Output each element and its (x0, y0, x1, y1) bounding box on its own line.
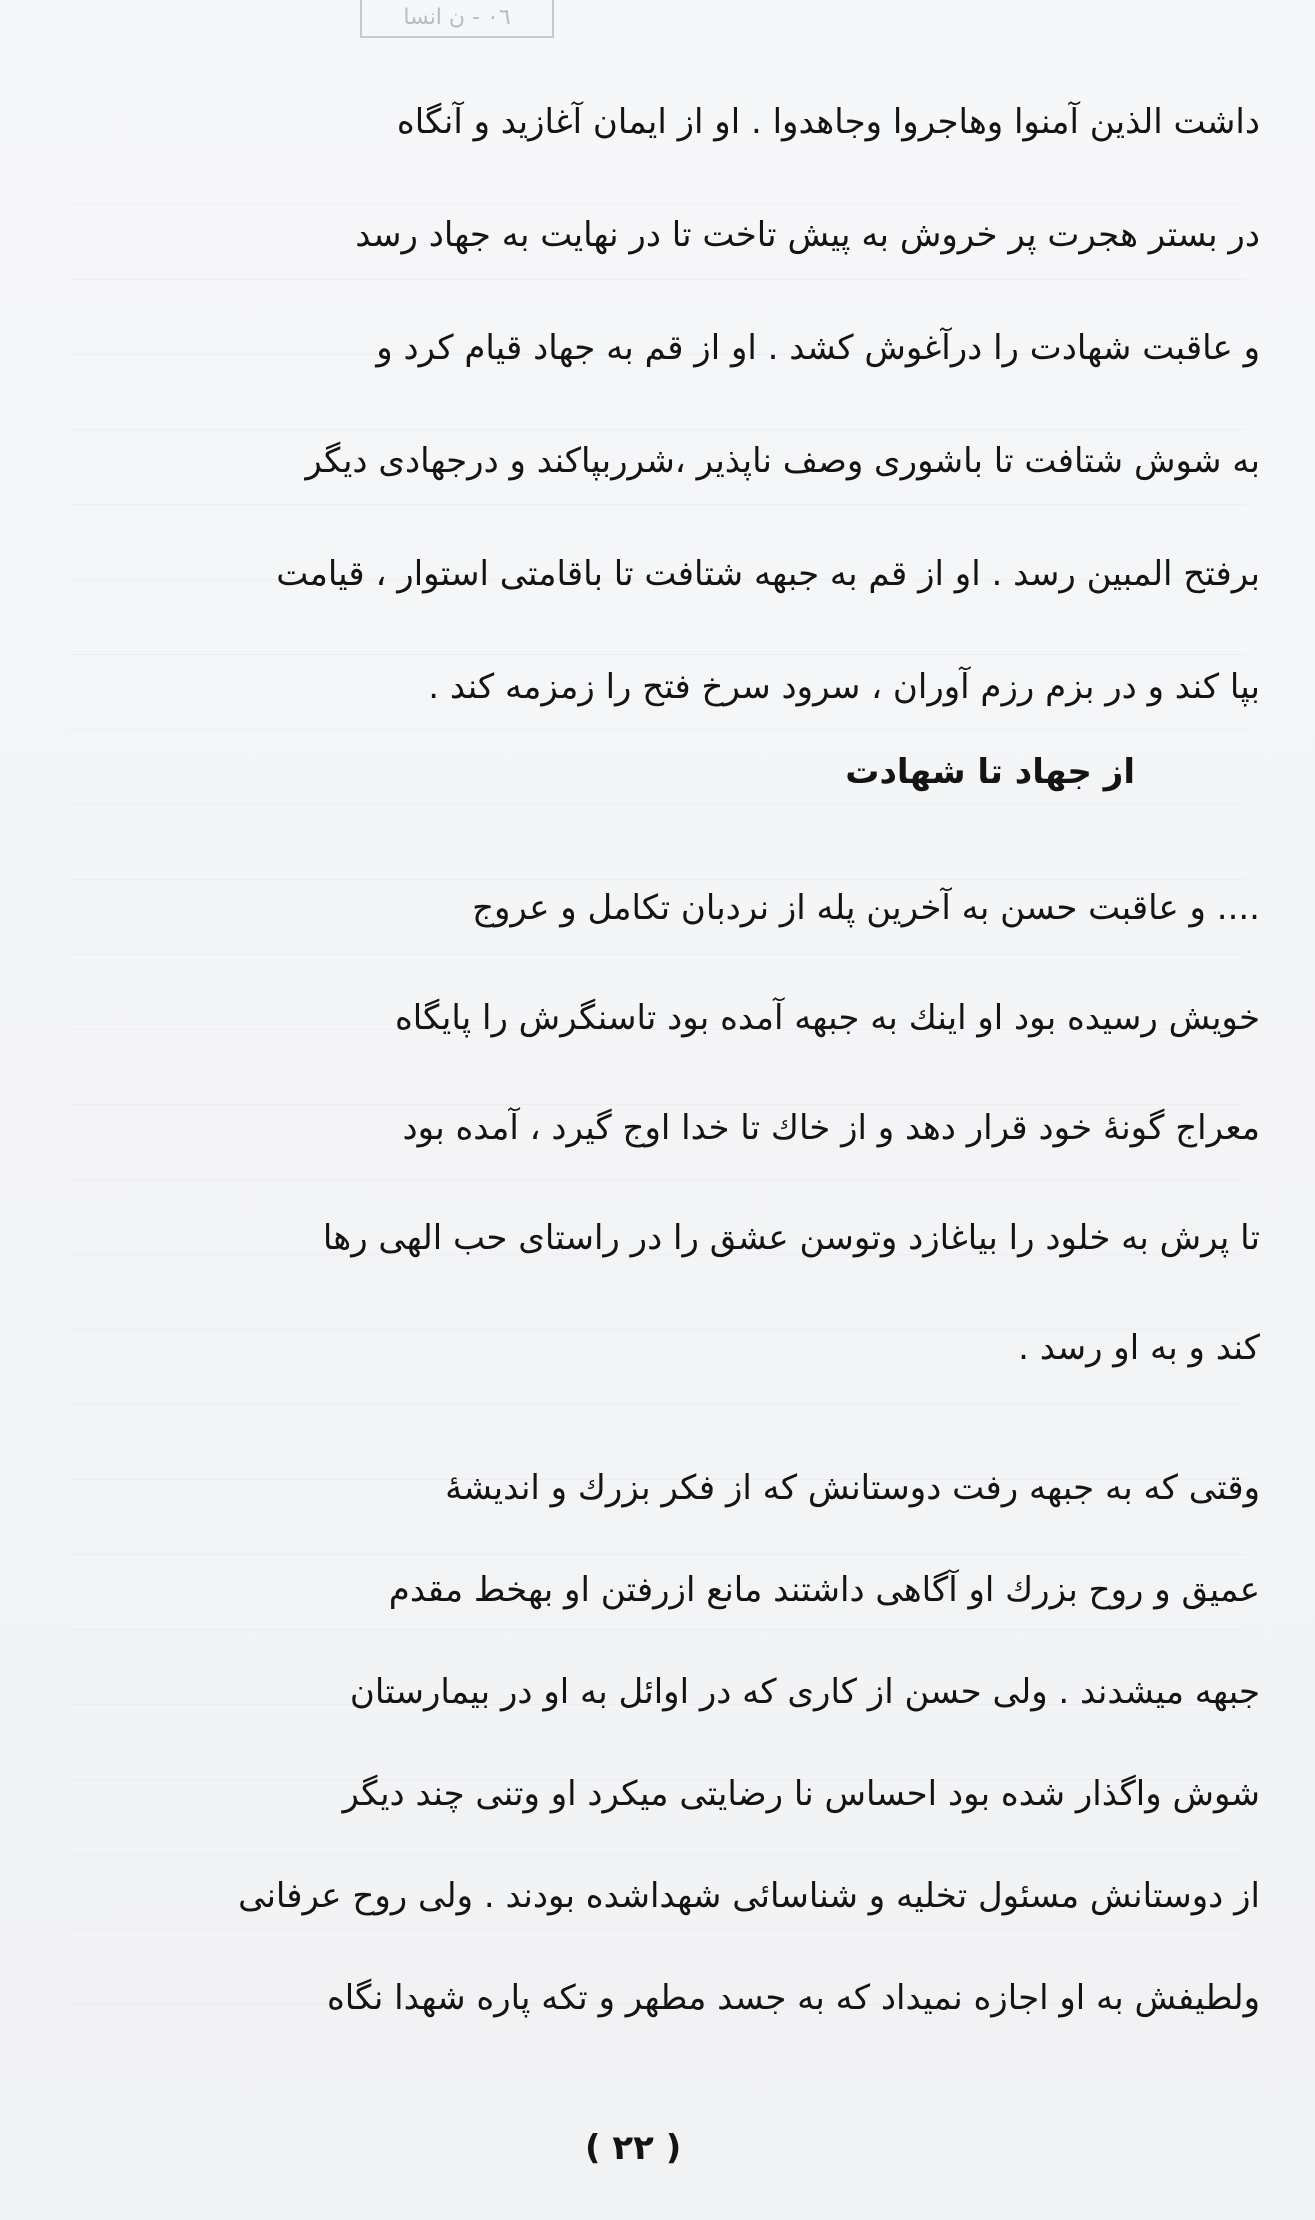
text-line: بپا کند و در بزم رزم آوران ، سرود سرخ فتح را زمزمه کند . (428, 667, 1260, 707)
text-line: ولطیفش به او اجازه نمیداد که به جسد مطهر و تکه پاره شهدا نگاه (326, 1978, 1260, 2018)
text-line: شوش واگذار شده بود احساس نا رضایتی میکرد او وتنی چند دیگر (342, 1774, 1260, 1814)
text-line: تا پرش به خلود را بیاغازد وتوسن عشق را در راستای حب الهی رها (322, 1218, 1260, 1258)
text-line: در بستر هجرت پر خروش به پیش تاخت تا در نهایت به جهاد رسد (355, 215, 1260, 255)
text-line: از دوستانش مسئول تخلیه و شناسائی شهداشده بودند . ولی روح عرفانی (238, 1876, 1260, 1916)
text-line: داشت الذین آمنوا وهاجروا وجاهدوا . او از ایمان آغازید و آنگاه (396, 102, 1260, 142)
text-line: به شوش شتافت تا باشوری وصف ناپذیر ،شرربپاکند و درجهادی دیگر (305, 441, 1260, 481)
text-line: خویش رسیده بود او اینك به جبهه آمده بود تاسنگرش را پایگاه (394, 998, 1260, 1038)
text-line: عمیق و روح بزرك او آگاهی داشتند مانع ازرفتن او بهخط مقدم (388, 1570, 1260, 1610)
section-title: از جهاد تا شهادت (845, 752, 1135, 792)
text-line: معراج گونهٔ خود قرار دهد و از خاك تا خدا اوج گیرد ، آمده بود (402, 1108, 1260, 1148)
text-line: و عاقبت شهادت را درآغوش کشد . او از قم به جهاد قیام کرد و (376, 328, 1260, 368)
text-line: .... و عاقبت حسن به آخرین پله از نردبان تکامل و عروج (472, 888, 1260, 928)
text-line: برفتح المبین رسد . او از قم به جبهه شتافت تا باقامتی استوار ، قیامت (276, 554, 1260, 594)
text-line: جبهه میشدند . ولی حسن از کاری که در اوائل به او در بیمارستان (349, 1672, 1260, 1712)
text-line: کند و به او رسد . (1018, 1328, 1260, 1368)
page-number: ( ۲۲ ) (585, 2128, 682, 2168)
header-stamp: ٠٦ - ن انسا (360, 0, 554, 38)
text-line: وقتی که به جبهه رفت دوستانش که از فکر بزرك و اندیشهٔ (445, 1468, 1260, 1508)
